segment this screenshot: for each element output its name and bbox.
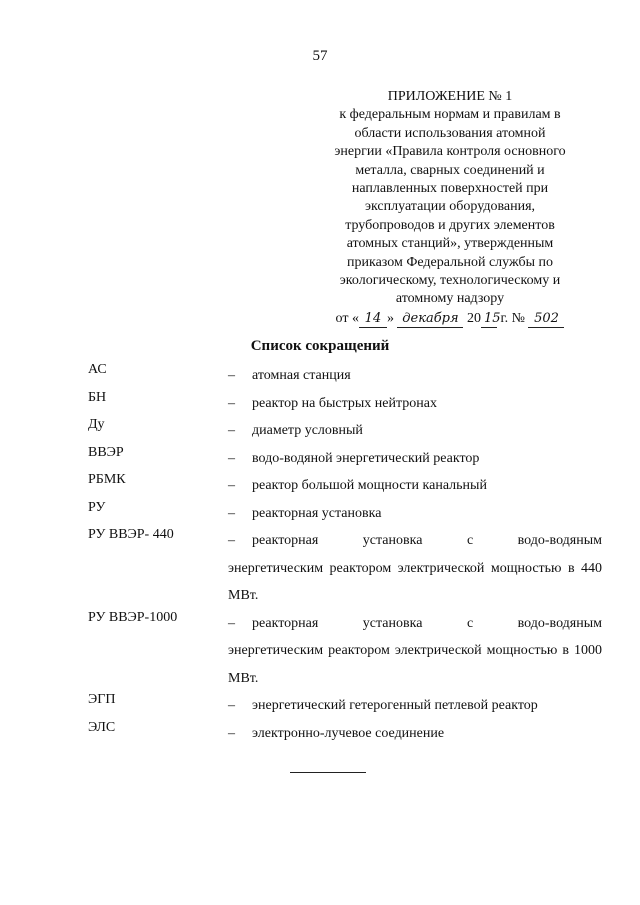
list-item [88, 500, 602, 528]
abbreviation-term: РУ ВВЭР-1000 [88, 609, 178, 625]
abbreviation-term: ВВЭР [88, 444, 124, 460]
appendix-line: области использования атомной [354, 125, 546, 141]
handwritten-month: декабря [397, 311, 463, 328]
order-number-label: г. № [500, 310, 525, 326]
abbreviation-term: ЭГП [88, 692, 116, 707]
appendix-line: экологическому, технологическому и [339, 273, 561, 289]
appendix-line: к федеральным нормам и правилам в [339, 107, 561, 123]
abbreviation-definition-first: реакторная установка с водо-водяным [252, 615, 602, 631]
abbreviation-term: Ду [88, 417, 105, 432]
abbreviation-definition-rest: энергетическим реактором электрической мощностью в 440 МВт. [228, 560, 602, 603]
dash: – [228, 368, 235, 383]
abbreviation-term: БН [88, 389, 107, 405]
abbreviation-definition: атомная станция [252, 368, 351, 383]
dash: – [228, 505, 235, 521]
abbreviation-term: РУ ВВЭР- 440 [88, 527, 174, 542]
handwritten-year: 15 [481, 311, 497, 328]
list-item [88, 720, 602, 748]
list-item [88, 417, 602, 445]
abbreviation-definition: электронно-лучевое соединение [252, 725, 445, 741]
order-year-prefix: 20 [466, 310, 481, 326]
list-item [88, 472, 602, 500]
abbreviation-definition-first: реакторная установка с водо-водяным [252, 533, 602, 548]
abbreviation-definition: водо-водяной энергетический реактор [252, 450, 480, 466]
list-item [88, 610, 602, 693]
handwritten-number: 502 [528, 311, 564, 328]
dash: – [228, 615, 235, 631]
abbreviation-term: ЭЛС [88, 719, 116, 735]
end-rule [290, 772, 366, 773]
abbreviations-title: Список сокращений [250, 338, 390, 354]
list-item [88, 445, 602, 473]
appendix-line: трубопроводов и других элементов [345, 217, 555, 233]
dash: – [228, 395, 235, 411]
appendix-title: ПРИЛОЖЕНИЕ № 1 [387, 89, 513, 104]
abbreviation-definition: реактор на быстрых нейтронах [252, 395, 437, 411]
abbreviation-term: АС [88, 362, 107, 377]
dash: – [228, 533, 235, 548]
order-quote: » [386, 310, 394, 326]
list-item [88, 527, 602, 610]
handwritten-day: 14 [359, 311, 387, 328]
abbreviation-definition: реакторная установка [252, 505, 382, 521]
appendix-line: наплавленных поверхностей при [351, 181, 549, 197]
appendix-header [300, 88, 600, 328]
list-item [88, 692, 602, 720]
dash: – [228, 698, 235, 713]
dash: – [228, 478, 235, 493]
appendix-line: эксплуатации оборудования, [364, 199, 536, 215]
order-prefix: от « [335, 310, 359, 326]
dash: – [228, 725, 235, 741]
list-item [88, 362, 602, 390]
appendix-line: атомных станций», утвержденным [346, 236, 554, 252]
appendix-line: приказом Федеральной службы по [347, 254, 553, 270]
dash: – [228, 450, 235, 466]
abbreviation-term: РБМК [88, 472, 126, 487]
dash: – [228, 423, 235, 438]
appendix-line: металла, сварных соединений и [355, 162, 545, 178]
abbreviation-definition: энергетический гетерогенный петлевой реактор [252, 698, 538, 713]
appendix-line: энергии «Правила контроля основного [334, 144, 566, 160]
abbreviation-definition: реактор большой мощности канальный [252, 478, 487, 493]
appendix-line: атомному надзору [395, 291, 505, 307]
abbreviation-definition: диаметр условный [252, 423, 363, 438]
abbreviation-definition-rest: энергетическим реактором электрической мощностью в 1000 МВт. [228, 643, 602, 686]
page-number: 57 [312, 48, 328, 64]
abbreviations-list [88, 362, 602, 747]
abbreviation-term: РУ [88, 499, 106, 515]
order-date-number [300, 310, 600, 328]
list-item [88, 390, 602, 418]
